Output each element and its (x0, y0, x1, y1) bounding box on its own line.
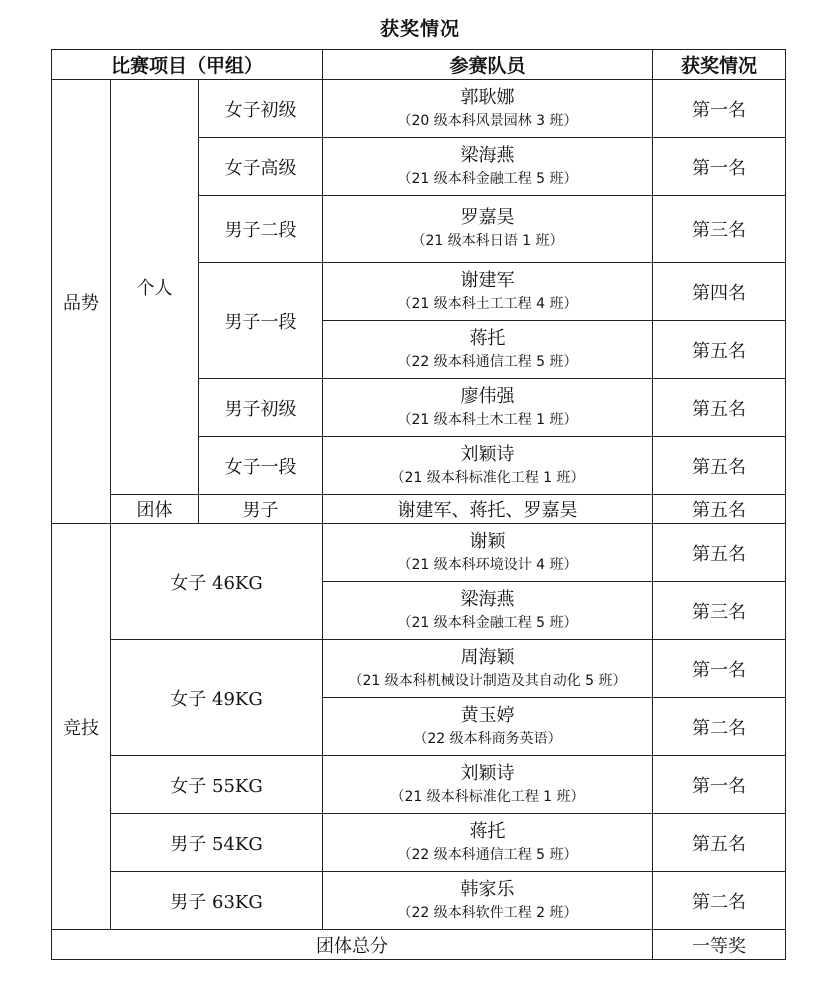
event-cell: 男子 (199, 495, 323, 524)
event-cell: 男子 63KG (111, 872, 323, 930)
award-cell: 第五名 (653, 495, 786, 524)
member-name: 梁海燕 (460, 144, 515, 166)
member-class: （21 级本科土工工程 4 班） (397, 295, 578, 312)
award-cell: 第五名 (653, 379, 786, 437)
member-name: 谢建军 (460, 269, 515, 291)
member-name: 廖伟强 (460, 385, 515, 407)
award-cell: 第五名 (653, 321, 786, 379)
total-award: 一等奖 (653, 930, 786, 960)
award-cell: 第一名 (653, 756, 786, 814)
award-cell: 第五名 (653, 814, 786, 872)
event-cell: 男子二段 (199, 196, 323, 263)
category-pinshi: 品势 (52, 80, 111, 524)
member-class: （21 级本科土木工程 1 班） (397, 411, 578, 428)
awards-table (51, 49, 786, 960)
member-class: （22 级本科软件工程 2 班） (397, 904, 578, 921)
award-cell: 第五名 (653, 524, 786, 582)
header-award: 获奖情况 (653, 50, 786, 80)
member-cell (323, 196, 653, 263)
member-cell (323, 138, 653, 196)
event-cell: 女子 49KG (111, 640, 323, 756)
event-cell: 女子一段 (199, 437, 323, 495)
member-name: 刘颖诗 (460, 443, 515, 465)
table-row (52, 524, 786, 582)
member-name: 周海颖 (460, 646, 515, 668)
team-row (52, 495, 786, 524)
member-class: （21 级本科标准化工程 1 班） (390, 788, 585, 805)
member-class: （21 级本科机械设计制造及其自动化 5 班） (348, 672, 627, 689)
category-jingji: 竞技 (52, 524, 111, 930)
table-row (52, 756, 786, 814)
team-label: 团体 (111, 495, 199, 524)
member-name: 谢颖 (469, 530, 506, 552)
member-cell (323, 756, 653, 814)
table-row (52, 872, 786, 930)
header-row (52, 50, 786, 80)
member-cell (323, 640, 653, 698)
member-cell (323, 80, 653, 138)
member-class: （21 级本科环境设计 4 班） (397, 556, 578, 573)
member-name: 梁海燕 (460, 588, 515, 610)
award-cell: 第一名 (653, 138, 786, 196)
member-class: （21 级本科日语 1 班） (411, 233, 564, 249)
member-cell (323, 437, 653, 495)
total-label: 团体总分 (52, 930, 653, 960)
member-name: 韩家乐 (460, 878, 515, 900)
member-cell (323, 321, 653, 379)
event-cell: 女子 55KG (111, 756, 323, 814)
individual-label: 个人 (111, 80, 199, 495)
table-row (52, 80, 786, 138)
member-name: 郭耿娜 (460, 86, 515, 108)
table-row (52, 640, 786, 698)
event-cell: 男子 54KG (111, 814, 323, 872)
member-cell (323, 698, 653, 756)
total-row (52, 930, 786, 960)
award-cell: 第三名 (653, 582, 786, 640)
member-cell (323, 814, 653, 872)
member-cell (323, 872, 653, 930)
award-cell: 第二名 (653, 698, 786, 756)
header-event: 比赛项目（甲组） (52, 50, 323, 80)
member-cell (323, 263, 653, 321)
table-row (52, 814, 786, 872)
member-name: 蒋托 (469, 327, 506, 349)
member-class: （22 级本科通信工程 5 班） (397, 353, 578, 370)
award-cell: 第四名 (653, 263, 786, 321)
member-name: 蒋托 (469, 820, 506, 842)
member-cell (323, 379, 653, 437)
event-cell: 女子 46KG (111, 524, 323, 640)
document-title: 获奖情况 (379, 18, 460, 40)
award-cell: 第三名 (653, 196, 786, 263)
award-cell: 第五名 (653, 437, 786, 495)
member-name: 黄玉婷 (460, 704, 515, 726)
event-cell: 女子高级 (199, 138, 323, 196)
team-members: 谢建军、蒋托、罗嘉昊 (323, 495, 653, 524)
member-class: （22 级本科商务英语） (413, 730, 562, 747)
member-class: （22 级本科通信工程 5 班） (397, 846, 578, 863)
member-class: （21 级本科标准化工程 1 班） (390, 469, 585, 486)
award-cell: 第一名 (653, 80, 786, 138)
header-members: 参赛队员 (323, 50, 653, 80)
event-cell: 男子初级 (199, 379, 323, 437)
member-class: （20 级本科风景园林 3 班） (397, 112, 578, 129)
event-cell: 男子一段 (199, 263, 323, 379)
award-cell: 第一名 (653, 640, 786, 698)
member-cell (323, 524, 653, 582)
member-class: （21 级本科金融工程 5 班） (397, 614, 578, 631)
event-cell: 女子初级 (199, 80, 323, 138)
member-name: 刘颖诗 (460, 762, 515, 784)
member-name: 罗嘉昊 (460, 207, 515, 228)
award-cell: 第二名 (653, 872, 786, 930)
member-class: （21 级本科金融工程 5 班） (397, 170, 578, 187)
member-cell (323, 582, 653, 640)
